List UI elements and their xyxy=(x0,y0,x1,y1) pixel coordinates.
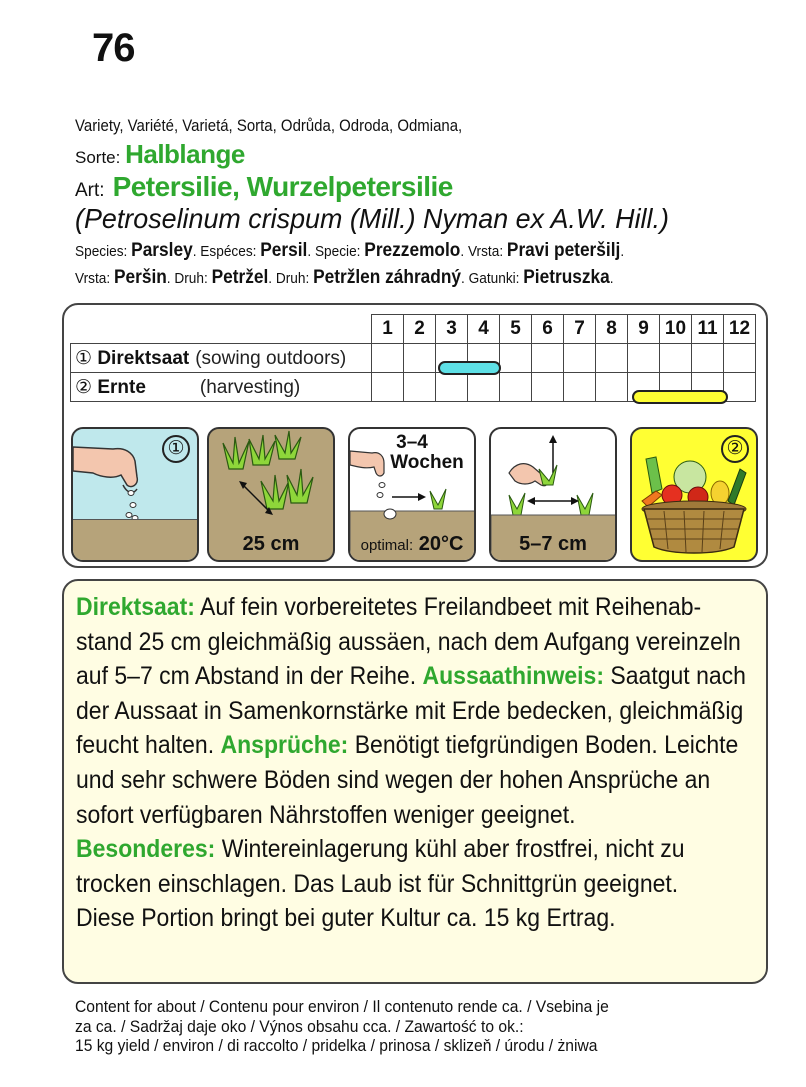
month-header: 11 xyxy=(692,315,724,344)
description-line: Saatgut nach xyxy=(610,662,746,691)
species-value: Petržel xyxy=(211,267,269,288)
step-number: ① xyxy=(162,435,190,463)
description-line: der Aussaat in Samenkornstärke mit Erde bedecken, gleichmäßig xyxy=(76,696,744,725)
description-line: feucht halten. xyxy=(76,731,215,760)
month-header: 10 xyxy=(660,315,692,344)
row-subtitle: (harvesting) xyxy=(199,376,301,398)
description-line: Diese Portion bringt bei guter Kultur ca. 15 kg Ertrag. xyxy=(76,904,616,933)
species-label: Espéces: xyxy=(200,243,257,260)
month-header: 7 xyxy=(564,315,596,344)
calendar-table xyxy=(70,314,756,402)
latin-name: (Petroselinum crispum (Mill.) Nyman ex A.W. Hill.) xyxy=(75,203,669,234)
month-header: 8 xyxy=(596,315,628,344)
growing-calendar xyxy=(62,303,768,568)
sowing-period-bar xyxy=(438,361,501,375)
art-value: Petersilie, Wurzelpetersilie xyxy=(112,171,453,202)
row-title: Ernte xyxy=(97,376,146,398)
month-header: 3 xyxy=(436,315,468,344)
species-value: Persil xyxy=(260,240,308,261)
species-value: Pravi peteršilj xyxy=(506,240,621,261)
description-line: und sehr schwere Böden sind wegen der hohen Ansprüche an xyxy=(76,765,711,794)
month-header: 9 xyxy=(628,315,660,344)
footer-line: za ca. / Sadržaj daje oko / Výnos obsahu cca. / Zawartość to ok.: xyxy=(75,1016,524,1036)
species-label: Species: xyxy=(75,243,128,260)
description-line: sofort verfügbaren Nährstoffen weniger geeignet. xyxy=(76,800,576,829)
species-value: Parsley xyxy=(131,240,193,261)
tile-harvest xyxy=(630,427,758,562)
species-label: Gatunki: xyxy=(468,270,520,287)
optimal-value: 20°C xyxy=(418,533,464,555)
description-line: auf 5–7 cm Abstand in der Reihe. xyxy=(76,662,417,691)
species-label: Vrsta: xyxy=(467,243,504,260)
month-header: 1 xyxy=(372,315,404,344)
sorte-line xyxy=(75,139,245,170)
row-label-direktsaat xyxy=(71,344,372,373)
species-value: Prezzemolo xyxy=(364,240,461,261)
species-value: Petržlen záhradný xyxy=(313,267,462,288)
description-line: Auf fein vorbereitetes Freilandbeet mit Reihenab- xyxy=(200,593,702,621)
heading-besonderes: Besonderes: xyxy=(76,835,216,864)
row-number: ① xyxy=(75,347,93,369)
content-footer xyxy=(75,997,609,1056)
species-label: Vrsta: xyxy=(75,270,111,287)
month-header: 4 xyxy=(468,315,500,344)
weeks-unit: Wochen xyxy=(390,452,464,473)
art-line xyxy=(75,171,453,203)
species-label: Druh: xyxy=(275,270,310,287)
species-label: Specie: xyxy=(314,243,361,260)
optimal-label: optimal: xyxy=(360,537,414,554)
heading-ansprueche: Ansprüche: xyxy=(220,731,349,760)
germination-weeks xyxy=(350,433,474,473)
art-label: Art: xyxy=(75,180,105,201)
sorte-label: Sorte: xyxy=(75,148,121,167)
month-header: 6 xyxy=(532,315,564,344)
row-number: ② xyxy=(75,376,93,398)
tile-germination xyxy=(348,427,476,562)
tile-spacing xyxy=(207,427,335,562)
description-line: Benötigt tiefgründigen Boden. Leichte xyxy=(354,731,739,760)
tile-sowing xyxy=(71,427,199,562)
species-line-2: Vrsta: Peršin. Druh: Petržel. Druh: Petržlen záhradný. Gatunki: Pietruszka. xyxy=(75,267,614,288)
description-line: stand 25 cm gleichmäßig aussäen, nach dem Aufgang vereinzeln xyxy=(76,627,741,656)
description-line: trocken einschlagen. Das Laub ist für Schnittgrün geeignet. xyxy=(76,869,679,898)
species-line-1: Species: Parsley. Espéces: Persil. Specie: Prezzemolo. Vrsta: Pravi peteršilj. xyxy=(75,240,625,261)
optimal-temperature xyxy=(350,533,474,556)
calendar-corner xyxy=(71,315,372,344)
sorte-value: Halblange xyxy=(125,139,245,169)
footer-line: 15 kg yield / environ / di raccolto / pridelka / prinosa / sklizeň / úrodu / żniwa xyxy=(75,1036,598,1055)
heading-aussaathinweis: Aussaathinweis: xyxy=(422,662,605,691)
parsley-plants-icon xyxy=(209,429,335,529)
description-text xyxy=(76,590,748,936)
species-value: Pietruszka xyxy=(523,267,610,288)
description-box xyxy=(62,579,768,984)
weeks-value: 3–4 xyxy=(396,432,428,453)
harvest-period-bar xyxy=(632,390,728,404)
species-label: Druh: xyxy=(174,270,208,287)
soil xyxy=(73,519,197,560)
step-number: ② xyxy=(721,435,749,463)
description-line: Wintereinlagerung kühl aber frostfrei, nicht zu xyxy=(221,835,685,864)
row-spacing-label: 25 cm xyxy=(242,533,300,555)
month-header: 5 xyxy=(500,315,532,344)
month-header: 12 xyxy=(724,315,756,344)
row-label-ernte xyxy=(71,373,372,402)
variety-line: Variety, Variété, Varietá, Sorta, Odrůda, Odroda, Odmiana, xyxy=(75,116,463,135)
heading-direktsaat: Direktsaat: xyxy=(76,593,195,621)
row-title: Direktsaat xyxy=(97,347,190,369)
tile-thinning xyxy=(489,427,617,562)
species-value: Peršin xyxy=(113,267,167,288)
plant-spacing-label: 5–7 cm xyxy=(519,533,587,555)
footer-line: Content for about / Contenu pour environ / Il contenuto rende ca. / Vsebina je xyxy=(75,997,609,1016)
row-subtitle: (sowing outdoors) xyxy=(195,347,347,369)
packet-number: 76 xyxy=(92,26,135,70)
month-header: 2 xyxy=(404,315,436,344)
